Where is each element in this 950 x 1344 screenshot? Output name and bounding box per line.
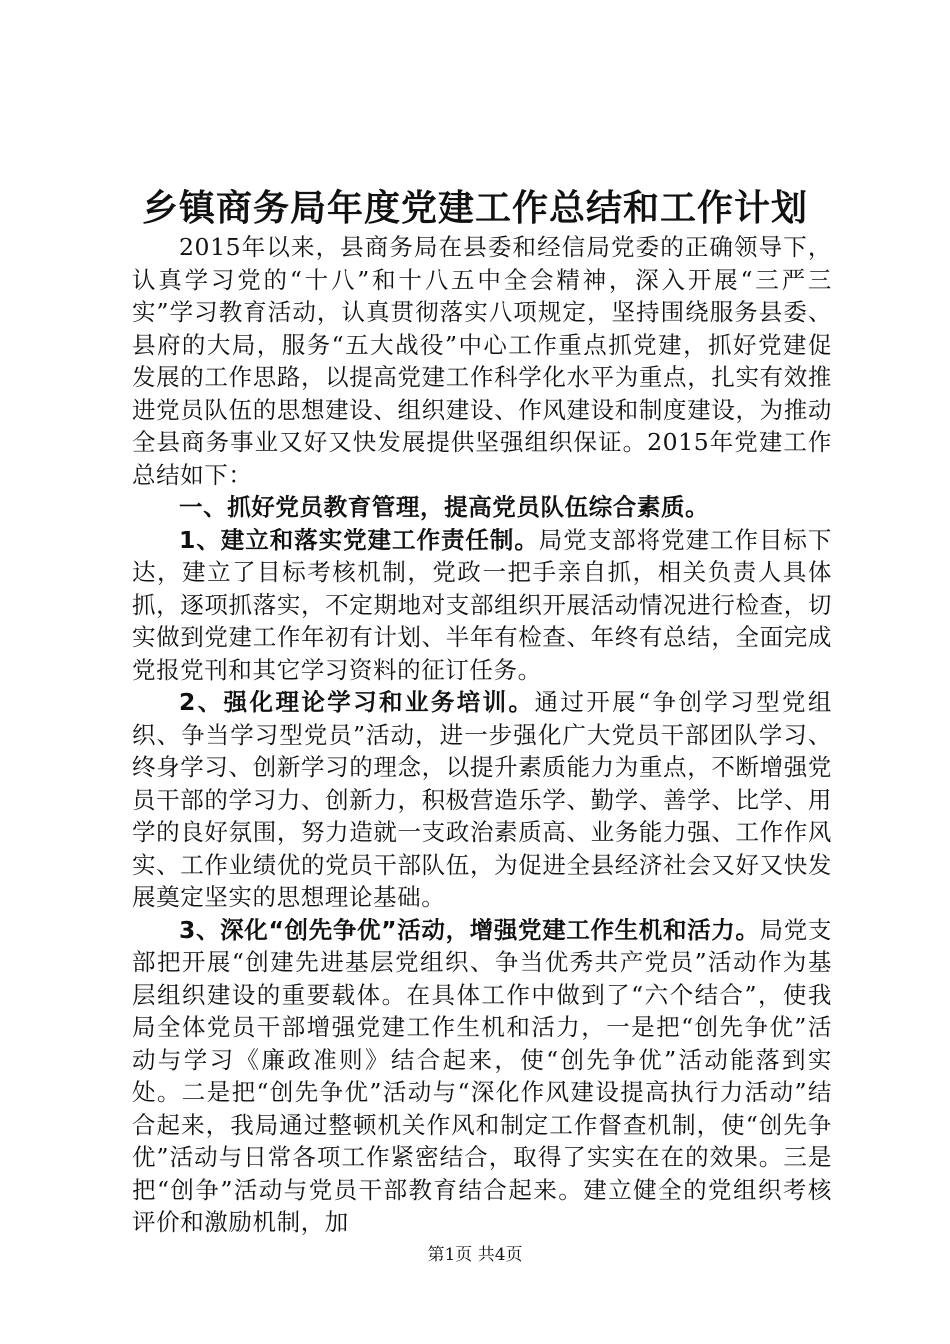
page-indicator: 第1页 共4页 <box>427 1245 523 1265</box>
item-2-lead: 2、强化理论学习和业务培训。 <box>179 688 535 716</box>
document-body <box>132 231 832 1239</box>
document-title: 乡镇商务局年度党建工作总结和工作计划 <box>141 188 808 229</box>
intro-paragraph: 2015年以来，县商务局在县委和经信局党委的正确领导下，认真学习党的“十八”和十八五中全会精神，深入开展“三严三实”学习教育活动，认真贯彻落实八项规定，坚持围绕服务县委、县府的大局，服务“五大战役”中心工作重点抓党建，抓好党建促发展的工作思路，以提高党建工作科学化水平为重点，扎实有效推进党员队伍的思想建设、组织建设、作风建设和制度建设，为推动全县商务事业又好又快发展提供坚强组织保证。2015年党建工作总结如下： <box>132 233 832 489</box>
item-3-text: 局党支部把开展“创建先进基层党组织、争当优秀共产党员”活动作为基层组织建设的重要载体。在具体工作中做到了“六个结合”，使我局全体党员干部增强党建工作生机和活力，一是把“创先争优”活动与学习《廉政准则》结合起来，使“创先争优”活动能落到实处。二是把“创先争优”活动与“深化作风建设提高执行力活动”结合起来，我局通过整顿机关作风和制定工作督查机制，使“创先争优”活动与日常各项工作紧密结合，取得了实实在在的效果。三是把“创争”活动与党员干部教育结合起来。建立健全的党组织考核评价和激励机制，加 <box>132 915 832 1236</box>
item-paragraph-1 <box>132 524 832 687</box>
section-heading: 一、抓好党员教育管理，提高党员队伍综合素质。 <box>179 493 710 521</box>
item-2-text: 通过开展“争创学习型党组织、争当学习型党员”活动，进一步强化广大党员干部团队学习、终身学习、创新学习的理念，以提升素质能力为重点，不断增强党员干部的学习力、创新力，积极营造乐学、勤学、善学、比学、用学的良好氛围，努力造就一支政治素质高、业务能力强、工作作风实、工作业绩优的党员干部队伍，为促进全县经济社会又好又快发展奠定坚实的思想理论基础。 <box>132 688 832 911</box>
item-3-lead: 3、深化“创先争优”活动，增强党建工作生机和活力。 <box>179 915 760 944</box>
item-1-text: 局党支部将党建工作目标下达，建立了目标考核机制，党政一把手亲自抓，相关负责人具体抓，逐项抓落实，不定期地对支部组织开展活动情况进行检查，切实做到党建工作年初有计划、半年有检查、年终有总结，全面完成党报党刊和其它学习资料的征订任务。 <box>132 525 832 684</box>
item-paragraph-2 <box>132 686 832 914</box>
item-paragraph-3 <box>132 914 832 1239</box>
item-1-lead: 1、建立和落实党建工作责任制。 <box>179 525 539 554</box>
